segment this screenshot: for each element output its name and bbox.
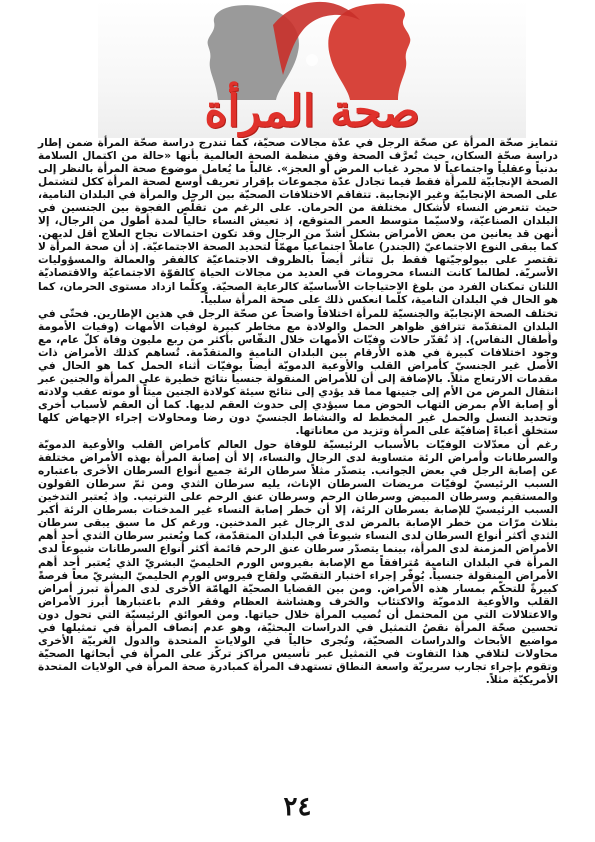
decor-dot bbox=[306, 54, 318, 66]
header-banner bbox=[98, 0, 526, 138]
page-number: ٢٤ bbox=[283, 792, 312, 822]
women-silhouette-logo bbox=[98, 0, 526, 100]
paragraph-diseases: رغم أن معدّلات الوفيّات بالأسباب الرئيسيّة للوفاة حول العالم كأمراض القلب والأوعية الدمويّة والسرطانات وأمراض الرئة متساوية لدى الرجال والنساء، إلا أن إصابة المرأة بهذه الأمراض مختلفة عن إصابة الرجل في بعض الجوانب. يتصدّر مثلاً سرطان الرئة جميع أنواع السرطان الأخرى باعتباره السبب الرئيسيّ لوفيّات مريضات السرطان الإناث، يليه سرطان الثدي ومن ثمّ سرطان القولون والمستقيم وسرطان المبيض وسرطان الرحم وسرطان عنق الرحم على الترتيب. وإذ يُعتبر التدخين السبب الرئيسيّ للإصابة بسرطان الرئة، إلا أن خطر إصابة النساء غير المدخنات بسرطان الرئة أكبر بثلاث مرّات من خطر الإصابة بالمرض لدى الرجال غير المدخنين. ورغم كل ما سبق يبقى سرطان الثدي أكثر أنواع السرطان لدى النساء شيوعاً في البلدان المتقدّمة، كما ويُعتبر سرطان الثدي أحد أهم الأمراض المزمنة لدى المرأة، بينما يتصدّر سرطان عنق الرحم قائمة أكثر أنواع السرطانات شيوعاً لدى المرأة في البلدان النامية مُترافقاً مع الإصابة بفيروس الورم الحليميّ البشريّ الذي يُعتبر أحد أهم الأمراض المنقولة جنسياً. يُوفّر إجراء اختبار التقصّي ولقاح فيروس الورم الحليميّ البشريّ معاً فرصةً كبيرةً للتحكّم بمسار هذه الأمراض. ومن بين القضايا الصحيّة الهامّة الأخرى لدى المرأة تبرز أمراض القلب والأوعية الدمويّة والاكتئاب والخرف وهشاشة العظام وفقر الدم باعتبارها أبرز الأمراض والاعتلالات التي من المحتمل أن تُصيب المرأة خلال حياتها. ومن العوائق الرئيسيّة التي تحول دون تحسين صحّة المرأة نقصُ التمثيل في الدراسات البحثيّة، وهو عدم إنصاف المرأة في تمثيلها في مواضيع الأبحاث والدراسات الصحيّة، وتُجرى حالياً في الولايات المتحدة والدول الغربيّة الأخرى محاولات لتلافي هذا التفاوت في التمثيل عبر تأسيس مراكز تركّز على المرأة في أبحاثها الصحيّة وتقوم بإجراء تجارب سريريّة واسعة النطاق تستهدف المرأة كمبادرة صحة المرأة في الولايات المتحدة الأمريكيّة مثلاً. bbox=[38, 439, 558, 686]
article-body bbox=[38, 137, 558, 688]
paragraph-intro: تتمايز صحّة المرأة عن صحّة الرجل في عدّة مجالات صحيّة، كما تندرج دراسة صحّة المرأة ضمن إطار دراسة صحّة السكان، حيث تُعرَّف الصحة وفق منظمة الصحة العالمية بأنها «حالة من اكتمال السلامة بدنياً وعقلياً واجتماعياً لا مجرد غياب المرض أو العجز». غالباً ما يُعامل موضوع صحة المرأة بالنظر إلى الصحة الإنجابيّة للمرأة فقط فيما تجادل عدّة مجموعات بإقرار تعريف أوسع لصحة المرأة ككل لتشتمل على الصحة الإنجابيّة وغير الإنجابية. تتفاقم الاختلافات الصحيّة بين الرجل والمرأة في البلدان النامية، حيث تتعرض النساء لأشكال مختلفة من الحرمان. على الرغم من تقلّص الفجوة بين الجنسين في البلدان الصناعيّة، ولاسيّما متوسط العمر المتوقع، إذ تعيش النساء حالياً لمدة أطول من الرجال، إلا أنهن قد يعانين من بعض الأمراض بشكل أشدّ من الرجال وقد تكون احتمالات نجاح العلاج أقل لديهن. كما يبقى النوع الاجتماعيّ (الجندر) عاملاً اجتماعياً مهمّاً لتحديد الصحة الاجتماعيّة. إذ أن صحة المرأة لا تقتصر على بيولوجيّتها فقط بل تتأثر أيضاً بالظروف الاجتماعيّة كالفقر والعمالة والمسؤوليات الأسريّة. لطالما كانت النساء محرومات في العديد من مجالات الحياة كالقوّة الاجتماعيّة والاقتصاديّة اللتان تمكنان الفرد من بلوغ الاحتياجات الأساسيّة كالرعاية الصحيّة. وكلّما ازداد مستوى الحرمان، كما هو الحال في البلدان النامية، كلّما انعكس ذلك على صحة المرأة سلبياً. bbox=[38, 137, 558, 306]
paragraph-reproductive-health: تختلف الصحة الإنجابيّة والجنسيّة للمرأة اختلافاً واضحاً عن صحّة الرجل في هذين الإطارين. فحتّى في البلدان المتقدّمة تترافق ظواهر الحمل والولادة مع مخاطر كبيرة لوفيات الأمهات (وفيات الأمومة وأطفال النفاس). إذ تُقدّر حالات وفيّات الأمهات خلال النفّاس بأكثر من ربع مليون وفاة كلّ عام، مع وجود اختلافات كبيرة في هذه الأرقام بين البلدان النامية والمتقدّمة. تُساهم كذلك الأمراض ذات الأصل غير الجنسيّ كأمراض القلب والأوعية الدمويّة أيضاً بوفيّات أثناء الحمل كما هو الحال في مقدمات الارتعاج مثلاً. بالإضافة إلى أن للأمراض المنقولة جنسياً نتائج خطيرة على المرأة والجنين عبر انتقال المرض من الأم إلى جنينها مما قد يؤدي إلى نتائج سيئة كولادة الجنين ميتاً أو موته عقب ولادته أو إصابة الأم بمرض التهاب الحوض مما سيؤدي إلى حدوث العقم لديها. كما أن العقم لأسباب أخرى وتحديد النسل والحمل غير المخطط له والنشاط الجنسيّ دون رضا ومحاولات إجراء الإجهاض كلها ستخلق أعباءً إضافيّة على المرأة وتزيد من معاناتها. bbox=[38, 307, 558, 438]
header-title: صحة المرأة bbox=[204, 86, 420, 137]
